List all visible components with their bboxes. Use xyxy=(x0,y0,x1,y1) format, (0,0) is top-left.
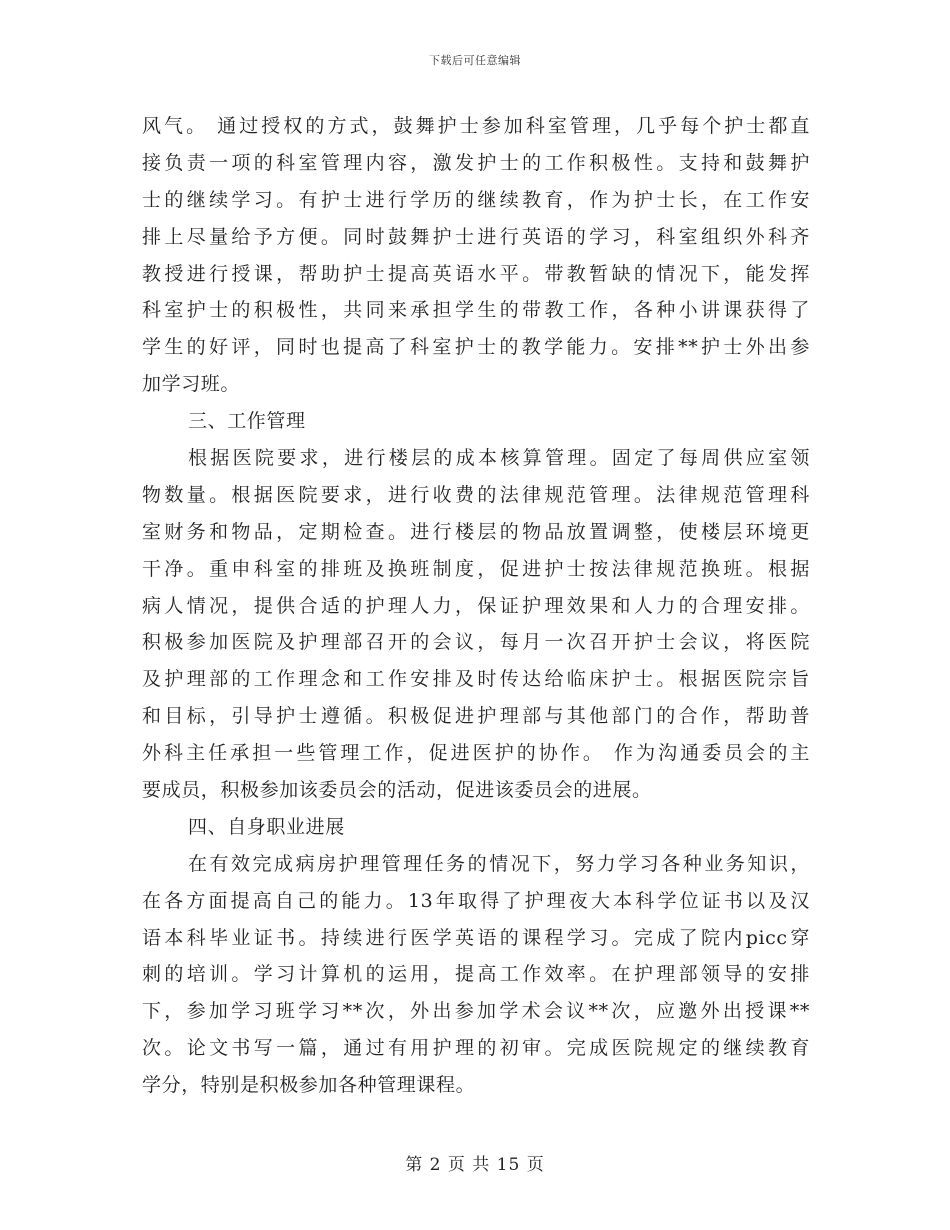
text-line: 在有效完成病房护理管理任务的情况下，努力学习各种业务知识， xyxy=(188,852,810,875)
text-line: 积极参加医院及护理部召开的会议，每月一次召开护士会议，将医院 xyxy=(142,631,810,654)
text-line: 根据医院要求，进行楼层的成本核算管理。固定了每周供应室领 xyxy=(188,447,810,470)
text-line: 科室护士的积极性，共同来承担学生的带教工作，各种小讲课获得了 xyxy=(142,299,810,322)
text-line: 排上尽量给予方便。同时鼓舞护士进行英语的学习，科室组织外科齐 xyxy=(142,225,810,248)
text-line: 物数量。根据医院要求，进行收费的法律规范管理。法律规范管理科 xyxy=(142,483,810,506)
text-line: 学分，特别是积极参加各种管理课程。 xyxy=(142,1074,476,1097)
text-line: 病人情况，提供合适的护理人力，保证护理效果和人力的合理安排。 xyxy=(142,594,810,617)
text-line: 接负责一项的科室管理内容，激发护士的工作积极性。支持和鼓舞护 xyxy=(142,151,810,174)
text-line: 四、自身职业进展 xyxy=(188,815,345,838)
page-footer: 第 2 页 共 15 页 xyxy=(405,1155,545,1175)
text-line: 要成员，积极参加该委员会的活动，促进该委员会的进展。 xyxy=(142,779,652,802)
body-text xyxy=(142,108,810,1104)
text-line: 外科主任承担一些管理工作，促进医护的协作。 作为沟通委员会的主 xyxy=(142,742,810,765)
text-line: 风气。 通过授权的方式，鼓舞护士参加科室管理，几乎每个护士都直 xyxy=(142,115,810,137)
text-line: 语本科毕业证书。持续进行医学英语的课程学习。完成了院内picc穿 xyxy=(142,926,810,949)
text-line: 在各方面提高自己的能力。13年取得了护理夜大本科学位证书以及汉 xyxy=(142,889,810,912)
text-line: 及护理部的工作理念和工作安排及时传达给临床护士。根据医院宗旨 xyxy=(142,668,810,691)
text-line: 士的继续学习。有护士进行学历的继续教育，作为护士长，在工作安 xyxy=(142,188,810,211)
page-header: 下载后可任意编辑 xyxy=(429,54,521,67)
text-line: 室财务和物品，定期检查。进行楼层的物品放置调整，使楼层环境更 xyxy=(142,520,810,543)
text-line: 三、工作管理 xyxy=(188,410,306,433)
text-line: 次。论文书写一篇，通过有用护理的初审。完成医院规定的继续教育 xyxy=(142,1037,810,1060)
text-line: 刺的培训。学习计算机的运用，提高工作效率。在护理部领导的安排 xyxy=(142,963,810,986)
text-line: 教授进行授课，帮助护士提高英语水平。带教暂缺的情况下，能发挥 xyxy=(142,262,810,285)
text-line: 下，参加学习班学习**次，外出参加学术会议**次，应邀外出授课** xyxy=(142,1000,810,1023)
text-line: 加学习班。 xyxy=(142,373,241,396)
text-line: 干净。重申科室的排班及换班制度，促进护士按法律规范换班。根据 xyxy=(142,557,810,580)
text-line: 和目标，引导护士遵循。积极促进护理部与其他部门的合作，帮助普 xyxy=(142,705,810,728)
text-line: 学生的好评，同时也提高了科室护士的教学能力。安排**护士外出参 xyxy=(142,336,810,359)
